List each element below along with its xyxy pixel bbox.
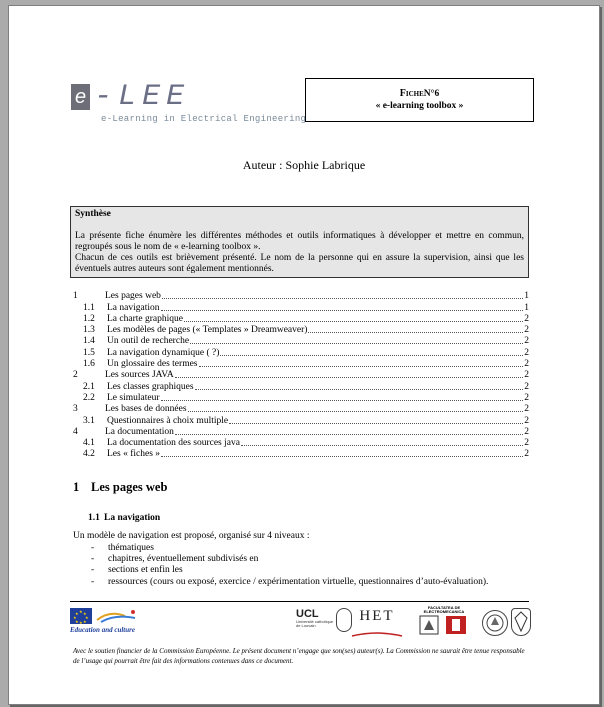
toc-leader (220, 354, 523, 356)
ucl-title: UCL (296, 608, 319, 620)
toc-entry[interactable] (73, 449, 529, 460)
section-1-1-number: 1.1 (88, 513, 100, 523)
footer-disclaimer: Avec le soutien financier de la Commission Européenne. Le présent document n’engage que son(ses) auteur(s). La Commission ne saurait être tenue responsable de l’usage qui pourrait être fait des informations contenues dans ce document. (73, 647, 525, 665)
toc-number: 2.2 (83, 392, 95, 403)
toc-number: 1.1 (83, 302, 95, 313)
list-item (91, 554, 488, 565)
toc-page-number: 2 (524, 381, 529, 392)
toc-entry[interactable] (73, 438, 529, 449)
list-item-text: sections et enfin les (108, 565, 183, 576)
toc-number: 3 (73, 404, 78, 415)
toc-entry[interactable] (73, 381, 529, 392)
bullet-dash: - (91, 543, 95, 553)
list-item-text: ressources (cours ou exposé, exercice / expérimentation virtuelle, questionnaires d’auto-évaluation). (108, 576, 489, 587)
logo-box: e (71, 84, 90, 110)
eu-flag-icon: ★ ★ ★ ★ ★ ★ ★ ★ (70, 608, 92, 624)
toc-page-number: 2 (524, 336, 529, 347)
table-of-contents (73, 291, 529, 460)
section-1-heading (73, 480, 167, 495)
toc-leader (229, 422, 523, 424)
toc-leader (199, 365, 524, 367)
toc-number: 2 (73, 370, 78, 381)
toc-entry[interactable] (73, 347, 529, 358)
education-culture-swoosh-icon (95, 608, 140, 624)
toc-leader (175, 433, 523, 435)
toc-entry[interactable] (73, 302, 529, 313)
toc-number: 1.2 (83, 313, 95, 324)
toc-page-number: 2 (524, 404, 529, 415)
toc-page-number: 1 (524, 291, 529, 302)
toc-page-number: 1 (524, 302, 529, 313)
synthese-title: Synthèse (75, 209, 111, 219)
toc-number: 3.1 (83, 415, 95, 426)
toc-page-number: 2 (524, 415, 529, 426)
toc-entry[interactable] (73, 325, 529, 336)
toc-page-number: 2 (524, 426, 529, 437)
bullet-dash: - (91, 554, 95, 565)
elee-logo (71, 80, 190, 114)
toc-page-number: 2 (524, 347, 529, 358)
toc-entry[interactable] (73, 359, 529, 370)
synthese-para1: La présente fiche énumère les différentes méthodes et outils informatiques à développer et mettre en commun, regroupés sous le nom de « e-learning toolbox ». (75, 231, 524, 252)
ucl-logo (296, 608, 336, 636)
toc-label: Les modèles de pages (« Templates » Dreamweaver) (107, 325, 308, 336)
toc-leader (161, 399, 524, 401)
toc-number: 2.1 (83, 381, 95, 392)
bullet-list (91, 543, 488, 588)
toc-label: Les « fiches » (107, 449, 161, 460)
list-item-text: thématiques (108, 543, 154, 553)
toc-leader (308, 331, 523, 333)
fiche-prefix: Fiche (399, 88, 424, 99)
logo-subtitle: e-Learning in Electrical Engineering (101, 114, 307, 124)
partner-logos (70, 606, 529, 640)
het-title: HET (359, 608, 395, 624)
list-item (91, 577, 488, 588)
toc-page-number: 2 (524, 359, 529, 370)
toc-entry[interactable] (73, 336, 529, 347)
footer-divider (70, 601, 529, 602)
fiche-number: N°6 (423, 89, 440, 99)
toc-label: La documentation des sources java (107, 438, 240, 449)
section-1-title: Les pages web (91, 480, 168, 494)
synthese-para2: Chacun de ces outils est brièvement présenté. Le nom de la personne qui en assure la supervision, ainsi que les éventuels autres auteurs sont également mentionnés. (75, 253, 524, 274)
toc-label: La documentation (105, 426, 174, 437)
intro-text: Un modèle de navigation est proposé, organisé sur 4 niveaux : (73, 531, 310, 541)
toc-page-number: 2 (524, 370, 529, 381)
synthese-box (70, 206, 529, 278)
faculty-label: FACULTATEA DE ELECTROMECANICA (423, 605, 465, 614)
toc-entry[interactable] (73, 427, 529, 438)
toc-label: Les classes graphiques (107, 381, 194, 392)
toc-entry[interactable] (73, 415, 529, 426)
bullet-dash: - (91, 576, 95, 587)
toc-label: La navigation dynamique ( ?) (107, 347, 220, 358)
het-logo (348, 608, 406, 636)
toc-entry[interactable] (73, 404, 529, 415)
toc-entry[interactable] (73, 393, 529, 404)
toc-entry[interactable] (73, 291, 529, 302)
toc-page-number: 2 (524, 392, 529, 403)
toc-number: 1.4 (83, 336, 95, 347)
crest-icon (511, 608, 531, 636)
toc-label: La navigation (107, 302, 160, 313)
toc-number: 1 (73, 291, 78, 302)
section-1-1-title: La navigation (104, 513, 161, 523)
toc-leader (195, 388, 524, 390)
section-1-1-heading (88, 513, 160, 523)
toc-entry[interactable] (73, 314, 529, 325)
logo-word: -LEE (94, 80, 191, 114)
toc-number: 4.1 (83, 438, 95, 449)
toc-page-number: 2 (524, 449, 529, 460)
toc-label: Questionnaires à choix multiple (107, 415, 229, 426)
toc-entry[interactable] (73, 370, 529, 381)
toc-leader (161, 309, 524, 311)
fiche-subtitle: « e-learning toolbox » (375, 101, 464, 111)
toc-number: 4.2 (83, 449, 95, 460)
toc-label: Les bases de données (105, 404, 187, 415)
toc-label: Le simulateur (107, 392, 160, 403)
toc-number: 1.5 (83, 347, 95, 358)
toc-number: 1.6 (83, 359, 95, 370)
toc-leader (184, 320, 523, 322)
toc-number: 4 (73, 426, 78, 437)
toc-label: Un outil de recherche (107, 336, 190, 347)
toc-leader (188, 410, 524, 412)
education-culture-label: Education and culture (70, 626, 135, 634)
fiche-box (305, 78, 534, 122)
toc-leader (190, 342, 523, 344)
toc-leader (241, 444, 523, 446)
toc-label: Les sources JAVA (105, 370, 174, 381)
toc-leader (162, 297, 523, 299)
list-item-text: chapitres, éventuellement subdivisés en (108, 554, 259, 565)
list-item (91, 543, 488, 554)
author: Auteur : Sophie Labrique (242, 158, 366, 172)
bullet-dash: - (91, 565, 95, 576)
het-underline-icon (348, 630, 406, 638)
toc-leader (175, 376, 523, 378)
toc-label: Les pages web (105, 291, 161, 302)
toc-number: 1.3 (83, 325, 95, 336)
toc-page-number: 2 (524, 313, 529, 324)
section-1-number: 1 (73, 480, 80, 494)
faculty-logo (416, 606, 472, 638)
list-item (91, 565, 488, 576)
university-seal-icon (482, 610, 508, 636)
ucl-subtitle: Université catholique de Louvain (296, 619, 334, 628)
toc-label: La charte graphique (107, 313, 183, 324)
toc-leader (161, 455, 523, 457)
faculty-emblem-icon (416, 614, 472, 636)
toc-label: Un glossaire des termes (107, 359, 198, 370)
toc-page-number: 2 (524, 438, 529, 449)
document-page (8, 5, 600, 705)
toc-page-number: 2 (524, 325, 529, 336)
